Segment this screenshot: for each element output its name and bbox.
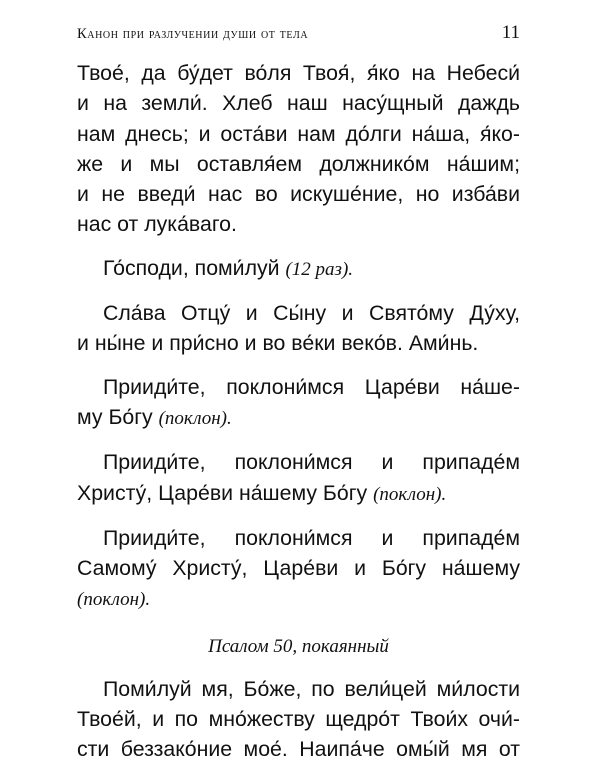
paragraph-lords-prayer-end [77, 58, 520, 240]
paragraph-come-let-us-worship-2 [77, 447, 520, 510]
text-line: и ны́не и при́сно и во ве́ки веко́в. Ами́нь. [77, 331, 479, 356]
running-title: Канон при разлучении души от тела [77, 26, 309, 42]
paragraph-come-let-us-worship-1 [77, 372, 520, 435]
text-line: Прииди́те, поклони́мся Царе́ви на́ше- [103, 374, 520, 399]
rubric: (поклон). [373, 483, 447, 505]
text-line: и не введи́ нас во искуше́ние, но изба́ви [77, 182, 520, 207]
paragraph-glory [77, 298, 520, 359]
text-line: Поми́луй мя, Бо́же, по вели́цей ми́лости [103, 676, 520, 701]
paragraph-lord-have-mercy [77, 253, 520, 285]
rubric: (поклон). [158, 407, 232, 429]
text-line: и на земли́. Хлеб наш насу́щный даждь [77, 91, 520, 116]
paragraph-psalm-50 [77, 674, 520, 765]
body-text [77, 58, 520, 778]
paragraph-come-let-us-worship-3 [77, 523, 520, 616]
text-line: сти беззако́ние мое́. Наипа́че омы́й мя от [77, 737, 520, 762]
rubric: (поклон). [77, 589, 151, 611]
page-number: 11 [501, 22, 520, 43]
text-line: нам днесь; и оста́ви нам до́лги на́ша, я́ко- [77, 121, 520, 146]
text-line [77, 253, 520, 285]
text-line: Самому́ Христу́, Царе́ви и Бо́гу на́шему [77, 556, 520, 581]
text-line [77, 478, 520, 510]
text-line [77, 402, 520, 434]
psalm-heading: Псалом 50, покаянный [208, 635, 389, 657]
text-line: же и мы оставля́ем должнико́м на́шим; [77, 151, 520, 176]
prayer-text: му Бо́гу [77, 404, 159, 429]
prayer-text: Го́споди, поми́луй [103, 255, 286, 280]
text-line: Твое́, да бу́дет во́ля Твоя́, я́ко на Небеси́ [77, 61, 520, 85]
text-line: Твое́й, и по мно́жеству щедро́т Твои́х очи́- [77, 707, 520, 732]
text-line [77, 583, 520, 615]
text-line: Прииди́те, поклони́мся и припаде́м [103, 525, 520, 550]
running-head [77, 22, 520, 46]
text-line: Прииди́те, поклони́мся и припаде́м [103, 450, 520, 475]
text-line: Сла́ва Отцу́ и Сы́ну и Свято́му Ду́ху, [103, 301, 520, 326]
text-line: нас от лука́ваго. [77, 212, 237, 237]
prayer-text: Христу́, Царе́ви на́шему Бо́гу [77, 480, 374, 505]
rubric: (12 раз). [285, 258, 354, 280]
